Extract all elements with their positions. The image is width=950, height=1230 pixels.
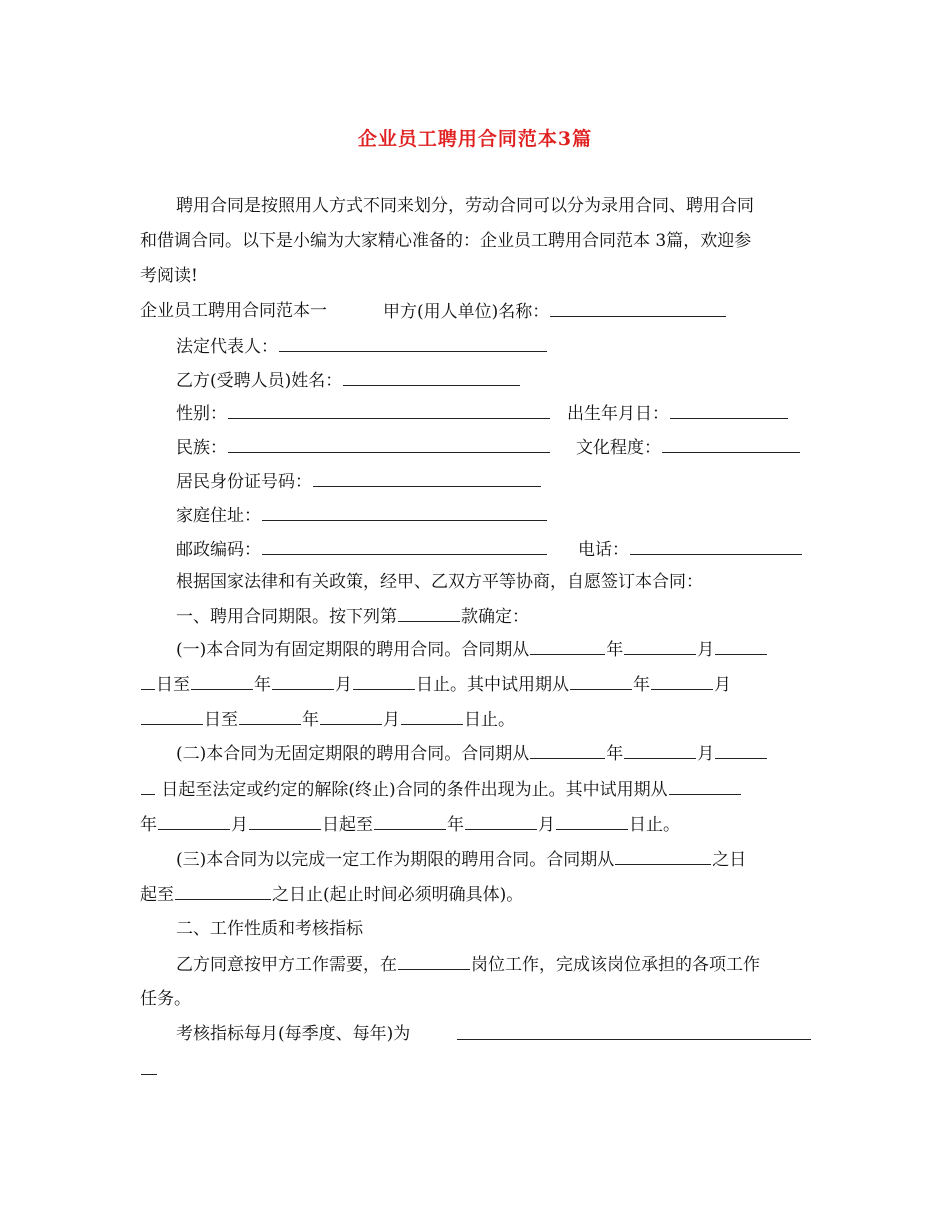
c2-stop-label: 日止。 (629, 815, 680, 835)
id-label: 居民身份证号码： (176, 472, 312, 492)
party-b-row (176, 369, 521, 392)
c2-text-b: 日起至法定或约定的解除(终止)合同的条件出现为止。其中试用期从 (161, 780, 668, 800)
gender-label: 性别： (176, 404, 227, 424)
c2-end-day-blank[interactable] (556, 813, 628, 830)
education-label: 文化程度： (576, 438, 661, 458)
party-b-label: 乙方(受聘人员)姓名： (176, 371, 343, 391)
work-line1 (176, 953, 760, 976)
work-heading: 二、工作性质和考核指标 (176, 919, 363, 939)
party-b-blank[interactable] (343, 369, 520, 386)
c2-trial-year-label: 年 (140, 815, 157, 835)
birth-blank[interactable] (670, 402, 788, 419)
c3-start-blank[interactable] (615, 848, 711, 865)
ethnic-label: 民族： (176, 438, 227, 458)
clause3-line2 (140, 883, 523, 906)
c1-end-day-blank[interactable] (353, 673, 415, 690)
clause3-line1 (176, 848, 746, 871)
clause2-text: (二)本合同为无固定期限的聘用合同。合同期从 (176, 744, 530, 764)
c1-year-label: 年 (606, 640, 624, 660)
c3-text-c: 起至 (140, 885, 174, 905)
gender-row (176, 402, 551, 425)
term-heading-text-a: 一、聘用合同期限。按下列第 (176, 607, 397, 627)
party-a-text: 甲方(用人单位)名称： (383, 302, 550, 322)
c1-trial-end-month-blank[interactable] (320, 708, 382, 725)
clause1-line1 (176, 638, 768, 661)
assess-line (176, 1023, 410, 1045)
work-text-a: 乙方同意按甲方工作需要，在 (176, 955, 397, 975)
c1-end-year-label: 年 (254, 675, 271, 695)
c2-dayfrom-label: 日起至 (322, 815, 373, 835)
work-text-b: 岗位工作，完成该岗位承担的各项工作 (471, 955, 760, 975)
legal-rep-row (176, 335, 548, 358)
c1-trial-month-label: 月 (714, 675, 731, 695)
c1-end-label: 日止。其中试用期从 (416, 675, 569, 695)
intro-line-2: 和借调合同。以下是小编为大家精心准备的：企业员工聘用合同范本 3篇，欢迎参 (140, 231, 752, 251)
clause3-text: (三)本合同为以完成一定工作为期限的聘用合同。合同期从 (176, 850, 615, 870)
clause1-text: (一)本合同为有固定期限的聘用合同。合同期从 (176, 640, 530, 660)
work-line2: 任务。 (140, 989, 191, 1009)
c1-day-blank-cont[interactable] (141, 673, 155, 690)
c3-end-blank[interactable] (175, 883, 271, 900)
c2-trial-year-blank[interactable] (669, 778, 741, 795)
address-blank[interactable] (262, 504, 547, 521)
c1-trial-year-label: 年 (633, 675, 650, 695)
c1-trial-end-day-blank[interactable] (401, 708, 463, 725)
gender-blank[interactable] (228, 402, 550, 419)
id-blank[interactable] (313, 470, 541, 487)
assess-blank-cont[interactable] (141, 1058, 157, 1075)
c1-trial-month-blank[interactable] (651, 673, 713, 690)
c1-end-month-label: 月 (335, 675, 352, 695)
education-blank[interactable] (662, 436, 800, 453)
assess-text: 考核指标每月(每季度、每年)为 (176, 1024, 411, 1044)
term-heading (176, 605, 529, 628)
clause2-line2 (140, 778, 742, 801)
c2-end-year-blank[interactable] (374, 813, 446, 830)
education-row (576, 436, 801, 459)
clause1-line2 (140, 673, 731, 696)
ethnic-row (176, 436, 551, 459)
postcode-blank[interactable] (262, 538, 547, 555)
c1-year-blank[interactable] (530, 638, 605, 655)
section1-heading: 企业员工聘用合同范本一 (140, 301, 327, 321)
c2-trial-day-blank[interactable] (249, 813, 321, 830)
assess-blank[interactable] (457, 1023, 811, 1040)
c1-day-blank[interactable] (715, 638, 767, 655)
assess-blank-cont-row (140, 1058, 158, 1081)
c2-year-label: 年 (606, 744, 624, 764)
c1-stop-label: 日止。 (464, 710, 515, 730)
clause2-line1 (176, 742, 768, 765)
c2-day-blank-cont[interactable] (141, 778, 155, 795)
postcode-label: 邮政编码： (176, 540, 261, 560)
party-a-label (383, 300, 727, 323)
assess-blank-row (456, 1023, 812, 1046)
address-label: 家庭住址： (176, 506, 261, 526)
document-title: 企业员工聘用合同范本3篇 (357, 128, 593, 150)
c1-trial-year-blank[interactable] (570, 673, 632, 690)
c1-month-blank[interactable] (624, 638, 696, 655)
id-row (176, 470, 542, 493)
c2-year-blank[interactable] (530, 742, 605, 759)
intro-line-1: 聘用合同是按照用人方式不同来划分，劳动合同可以分为录用合同、聘用合同 (176, 196, 754, 216)
address-row (176, 504, 548, 527)
c3-text-b: 之日 (712, 850, 747, 870)
phone-blank[interactable] (630, 538, 802, 555)
c1-end-month-blank[interactable] (272, 673, 334, 690)
intro-line-3: 考阅读! (140, 266, 198, 286)
c1-trial-day-blank[interactable] (141, 708, 203, 725)
c2-trial-month-blank[interactable] (158, 813, 230, 830)
c2-month-label: 月 (697, 744, 715, 764)
legal-rep-label: 法定代表人： (176, 337, 278, 357)
ethnic-blank[interactable] (228, 436, 550, 453)
postcode-row (176, 538, 548, 561)
c2-end-month-label: 月 (538, 815, 555, 835)
phone-label: 电话： (578, 540, 629, 560)
c2-trial-month-label: 月 (231, 815, 248, 835)
c2-day-blank[interactable] (715, 742, 767, 759)
c1-trial-end-year-label: 年 (302, 710, 319, 730)
c2-month-blank[interactable] (624, 742, 696, 759)
c1-dayto-label: 日至 (156, 675, 190, 695)
c1-trial-dayto-label: 日至 (204, 710, 238, 730)
clause2-line3 (140, 813, 680, 836)
clause1-line3 (140, 708, 515, 731)
legal-rep-blank[interactable] (279, 335, 547, 352)
c2-end-year-label: 年 (447, 815, 464, 835)
c1-end-year-blank[interactable] (191, 673, 253, 690)
birth-label: 出生年月日： (567, 404, 669, 424)
birth-row (567, 402, 789, 425)
party-a-blank[interactable] (550, 300, 726, 317)
c1-trial-end-month-label: 月 (383, 710, 400, 730)
phone-row (578, 538, 803, 561)
c3-text-d: 之日止(起止时间必须明确具体)。 (272, 885, 524, 905)
c1-trial-end-year-blank[interactable] (239, 708, 301, 725)
work-position-blank[interactable] (398, 953, 470, 970)
term-clause-blank[interactable] (398, 605, 460, 622)
c1-month-label: 月 (697, 640, 715, 660)
c2-end-month-blank[interactable] (465, 813, 537, 830)
term-heading-text-b: 款确定： (461, 607, 529, 627)
basis-line: 根据国家法律和有关政策，经甲、乙双方平等协商，自愿签订本合同： (176, 572, 703, 592)
